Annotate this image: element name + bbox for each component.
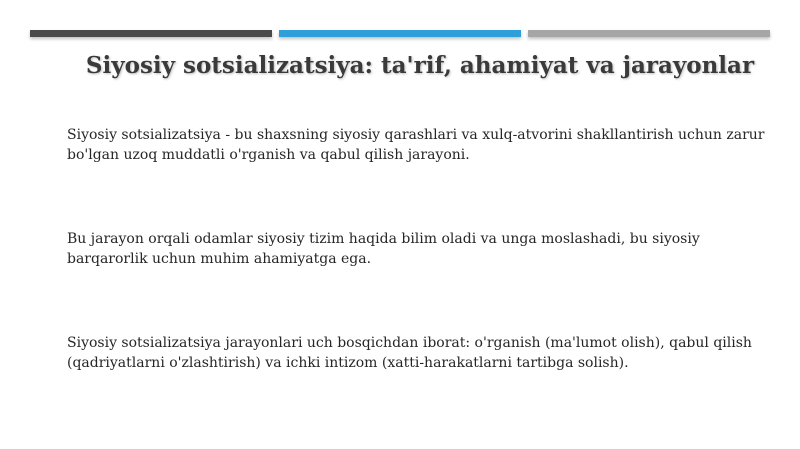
slide-title: Siyosiy sotsializatsiya: ta'rif, ahamiyat va jarayonlar: [85, 52, 755, 79]
paragraph-definition: Siyosiy sotsializatsiya - bu shaxsning siyosiy qarashlari va xulq-atvorini shakllantirish uchun zarur bo'lgan uzoq muddatli o'rganish va qabul qilish jarayoni.: [67, 127, 765, 163]
paragraph-importance: Bu jarayon orqali odamlar siyosiy tizim haqida bilim oladi va unga moslashadi, bu siyosiy barqarorlik uchun muhim ahamiyatga ega.: [67, 231, 700, 267]
paragraph-processes: Siyosiy sotsializatsiya jarayonlari uch bosqichdan iborat: o'rganish (ma'lumot olish), qabul qilish (qadriyatlarni o'zlashtirish) va ichki intizom (xatti-harakatlarni tartibga solish).: [67, 335, 752, 371]
decorative-bar-gray: [528, 30, 770, 37]
decorative-bar-blue: [279, 30, 521, 37]
decorative-bar-dark: [30, 30, 272, 37]
